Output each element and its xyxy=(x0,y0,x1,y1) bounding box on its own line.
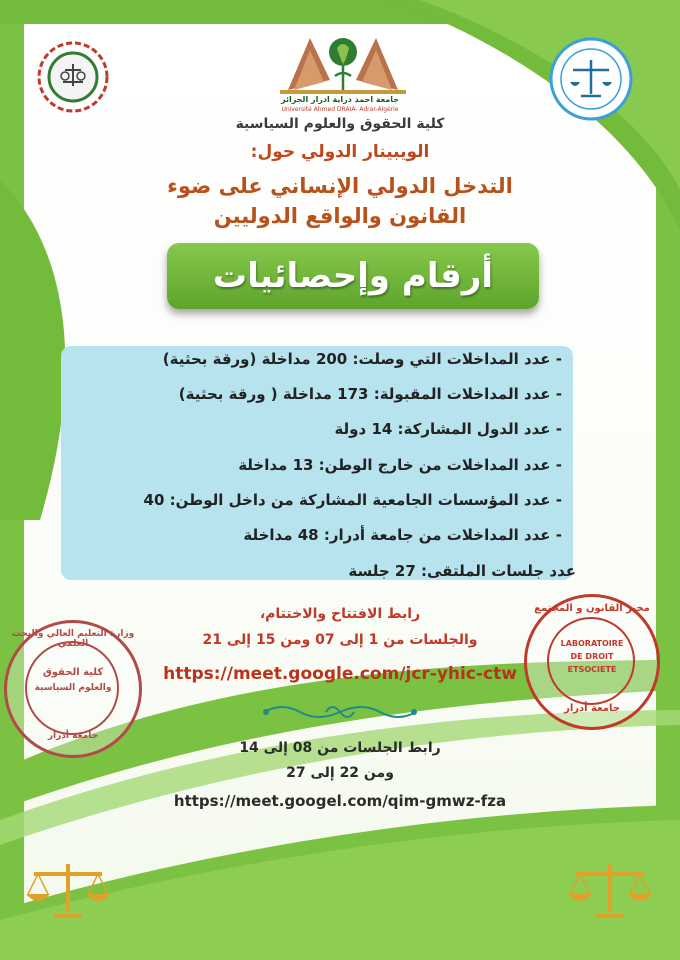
stat-item: - عدد المؤسسات الجامعية المشاركة من داخل الوطن: 40 xyxy=(143,491,562,509)
stat-item: - عدد المداخلات المقبولة: 173 مداخلة ( ورقة بحثية) xyxy=(178,385,562,403)
right-scale-icon xyxy=(566,858,654,922)
stamp-right-center-1: LABORATOIRE xyxy=(560,639,624,648)
faculty-name: كلية الحقوق والعلوم السياسية xyxy=(235,116,445,132)
stat-item-sessions: عدد جلسات الملتقى: 27 جلسة xyxy=(348,562,576,580)
ornament-divider xyxy=(262,700,418,724)
stamp-left-ring: وزارة التعليم العالي والبحث العلمي xyxy=(11,629,135,649)
subject-line-2: القانون والواقع الدوليين xyxy=(213,204,467,228)
stamp-left-center-1: كلية الحقوق xyxy=(42,667,104,678)
opening-sessions-range: والجلسات من 1 إلى 07 ومن 15 إلى 21 xyxy=(202,632,478,648)
banner-title: أرقام وإحصائيات xyxy=(212,256,494,296)
stamp-left-center-2: والعلوم السياسية xyxy=(34,683,112,693)
laboratory-stamp xyxy=(524,594,660,730)
stat-item: - عدد المداخلات من خارج الوطن: 13 مداخلة xyxy=(238,456,562,474)
stamp-right-ring: مخبر القانون و المجتمع xyxy=(534,603,650,614)
faculty-stamp xyxy=(4,620,142,758)
title-banner xyxy=(167,243,539,309)
opening-link-title: رابط الافتتاح والاختتام، xyxy=(259,606,421,622)
stamp-right-bottom: جامعة أدرار xyxy=(564,703,620,714)
sessions-meet-link[interactable]: https://meet.googel.com/qim-gmwz-fza xyxy=(173,792,507,810)
webinar-label: الويبينار الدولي حول: xyxy=(250,142,430,162)
university-name-fr: Université Ahmed DRAIA- Adrar-Algérie xyxy=(281,106,399,113)
stamp-left-bottom: جامعة أدرار xyxy=(47,731,99,741)
left-scale-icon xyxy=(24,858,112,922)
stamp-right-center-3: ETSOCIETE xyxy=(567,665,617,674)
stat-item: - عدد المداخلات التي وصلت: 200 مداخلة (ورقة بحثية) xyxy=(162,350,562,368)
opening-meet-link[interactable]: https://meet.google.com/jcr-yhic-ctw xyxy=(163,664,517,684)
sessions-range: ومن 22 إلى 27 xyxy=(286,765,394,781)
stat-item: - عدد الدول المشاركة: 14 دولة xyxy=(334,420,562,438)
stamp-right-center-2: DE DROIT xyxy=(570,652,614,661)
university-logo xyxy=(280,30,406,94)
stat-item: - عدد المداخلات من جامعة أدرار: 48 مداخلة xyxy=(243,526,562,544)
subject-line-1: التدخل الدولي الإنساني على ضوء xyxy=(167,174,513,198)
university-name-ar: جامعة احمد دراية ادرار الجزائر xyxy=(280,95,400,104)
sessions-link-title: رابط الجلسات من 08 إلى 14 xyxy=(239,740,441,756)
